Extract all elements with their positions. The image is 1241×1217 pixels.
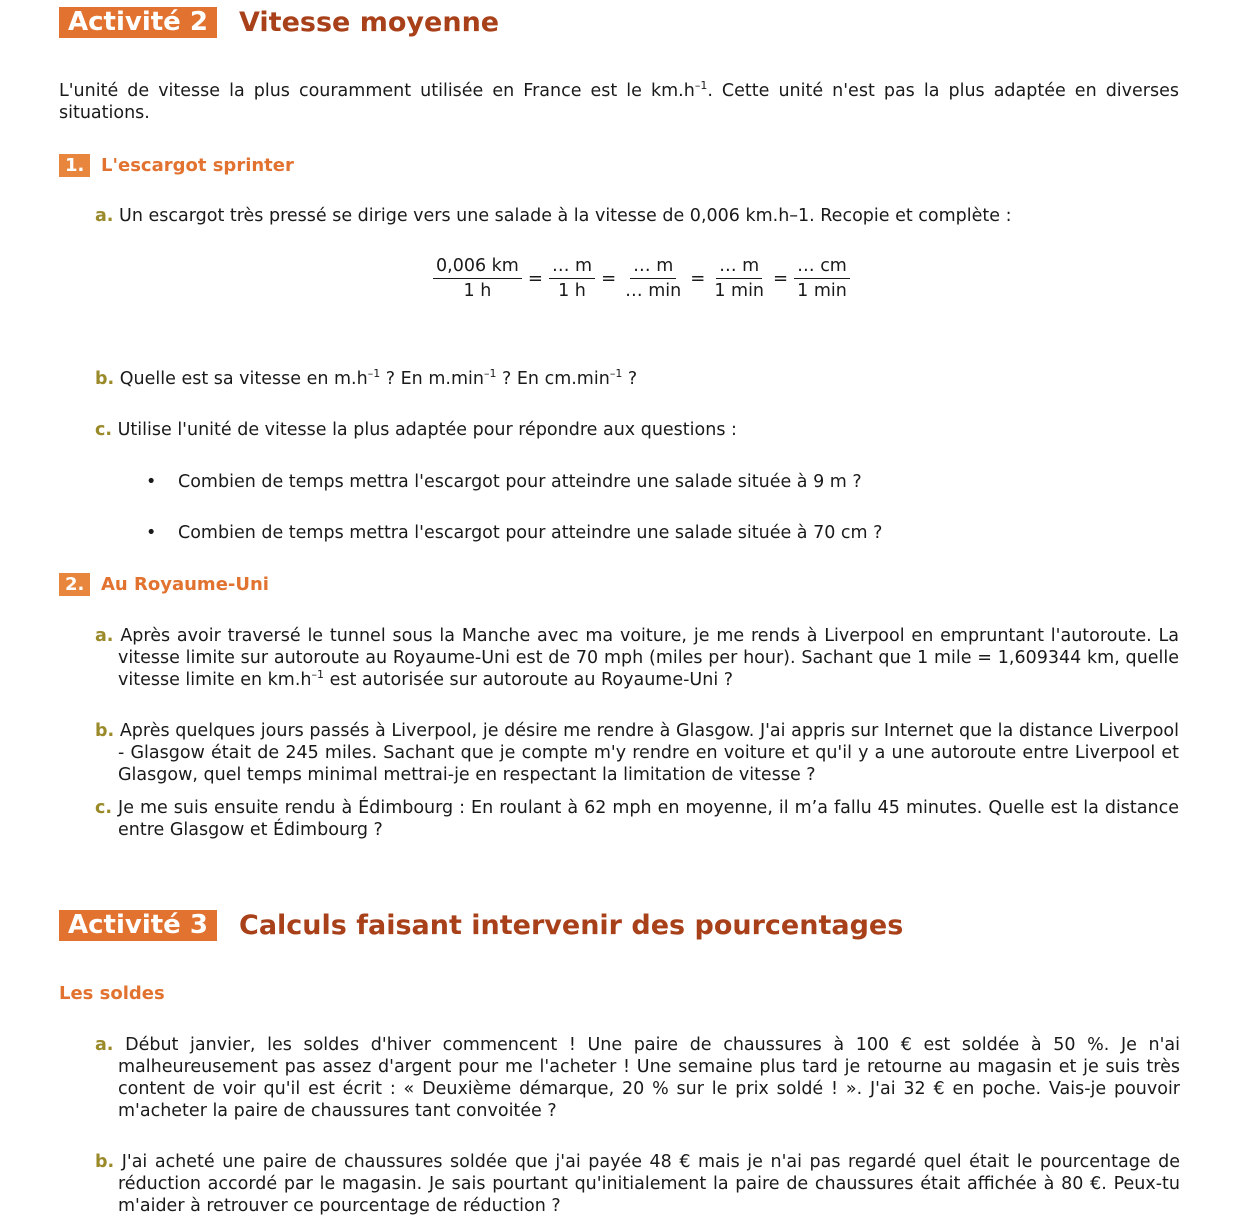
question-text-2: ? En m.min [380, 369, 484, 389]
equals-sign: = [527, 268, 543, 289]
question-2c [95, 797, 1179, 841]
fraction [549, 255, 595, 302]
question-label: c. [95, 798, 113, 818]
question-3b [95, 1151, 1180, 1217]
question-1a [95, 205, 1180, 227]
question-text-2: est autorisée sur autoroute au Royaume-Uni ? [324, 670, 734, 690]
question-text-1: Après avoir traversé le tunnel sous la Manche avec ma voiture, je me rends à Liverpool en empruntant l'autoroute. La vitesse limite sur autoroute au Royaume-Uni est de 70 mph (miles per hour). Sachant que 1 mile = 1,609344 km, quelle vitesse limite en km.h [118, 626, 1179, 690]
exponent: –1 [483, 367, 497, 380]
question-label: a. [95, 206, 114, 226]
question-text: Un escargot très pressé se dirige vers une salade à la vitesse de 0,006 km.h–1. Recopie et complète : [119, 206, 1012, 226]
question-text: Utilise l'unité de vitesse la plus adaptée pour répondre aux questions : [117, 420, 737, 440]
question-1b [95, 368, 1180, 390]
fraction-numerator: … cm [794, 255, 850, 279]
question-2b [95, 720, 1179, 786]
section-1-number: 1. [59, 154, 90, 177]
question-label: c. [95, 420, 113, 440]
activity-2-badge: Activité 2 [59, 7, 217, 38]
question-text-1: Quelle est sa vitesse en m.h [119, 369, 368, 389]
equals-sign: = [601, 268, 617, 289]
fraction-denominator: 1 h [558, 281, 586, 301]
intro-exponent: –1 [694, 79, 708, 92]
activity-2-intro [59, 80, 1179, 124]
exponent: –1 [609, 367, 623, 380]
question-3a [95, 1034, 1180, 1122]
question-label: b. [95, 721, 115, 741]
equals-sign: = [690, 268, 706, 289]
intro-text-a: L'unité de vitesse la plus couramment utilisée en France est le km.h [59, 81, 695, 101]
fraction-numerator: 0,006 km [433, 255, 522, 279]
fraction-numerator: … m [630, 255, 676, 279]
exponent: –1 [311, 668, 324, 681]
question-2a [95, 625, 1179, 691]
fraction-denominator: 1 min [714, 281, 765, 301]
fraction [622, 255, 684, 302]
section-2-title: Au Royaume-Uni [101, 574, 269, 595]
fraction [711, 255, 767, 302]
question-text-3: ? En cm.min [496, 369, 610, 389]
fraction-numerator: … m [549, 255, 595, 279]
fraction-numerator: … m [716, 255, 762, 279]
bullet-item: Combien de temps mettra l'escargot pour atteindre une salade située à 70 cm ? [178, 523, 883, 543]
question-text: J'ai acheté une paire de chaussures soldée que j'ai payée 48 € mais je n'ai pas regardé quel était le pourcentage de réduction accordé par le magasin. Je sais pourtant qu'initialement la paire de chaussures était affichée à 80 €. Peux-tu m'aider à retrouver ce pourcentage de réduction ? [118, 1152, 1180, 1216]
question-label: a. [95, 626, 114, 646]
question-text-4: ? [622, 369, 638, 389]
bullet-item: Combien de temps mettra l'escargot pour atteindre une salade située à 9 m ? [178, 472, 862, 492]
question-label: b. [95, 1152, 115, 1172]
equals-sign: = [773, 268, 789, 289]
activity-3-badge: Activité 3 [59, 910, 217, 941]
fraction [433, 255, 522, 302]
question-label: b. [95, 369, 115, 389]
question-text: Je me suis ensuite rendu à Édimbourg : En roulant à 62 mph en moyenne, il m’a fallu 45 minutes. Quelle est la distance entre Glasgow et Édimbourg ? [118, 798, 1179, 840]
fraction-denominator: 1 min [797, 281, 847, 301]
bullet-marker: • [146, 472, 157, 492]
question-label: a. [95, 1035, 114, 1055]
question-text: Après quelques jours passés à Liverpool, je désire me rendre à Glasgow. J'ai appris sur Internet que la distance Liverpool - Glasgow était de 245 miles. Sachant que je compte m'y rendre en voiture et qu'il y a une autoroute entre Liverpool et Glasgow, quel temps minimal mettrai-je en respectant la limitation de vitesse ? [118, 721, 1179, 785]
question-1c [95, 419, 1180, 441]
fraction-denominator: … min [625, 281, 682, 301]
fraction-denominator: 1 h [463, 281, 492, 301]
intro-text-b: . Cette unité n'est pas la plus adaptée en diverses situations. [59, 81, 1179, 123]
exponent: –1 [367, 367, 381, 380]
question-text: Début janvier, les soldes d'hiver commencent ! Une paire de chaussures à 100 € est soldée à 50 %. Je n'ai malheureusement pas assez d'argent pour me l'acheter ! Une semaine plus tard je retourne au magasin et je suis très content de voir qu'il est écrit : « Deuxième démarque, 20 % sur le prix soldé ! ». J'ai 32 € en poche. Vais-je pouvoir m'acheter la paire de chaussures tant convoitée ? [118, 1035, 1180, 1121]
conversion-equation [433, 255, 850, 302]
activity-2-title: Vitesse moyenne [239, 7, 500, 38]
fraction [794, 255, 850, 302]
activity-3-title: Calculs faisant intervenir des pourcentages [239, 910, 904, 941]
section-title-soldes: Les soldes [59, 983, 165, 1004]
bullet-marker: • [146, 523, 157, 543]
section-2-number: 2. [59, 573, 90, 596]
section-1-title: L'escargot sprinter [101, 155, 294, 176]
